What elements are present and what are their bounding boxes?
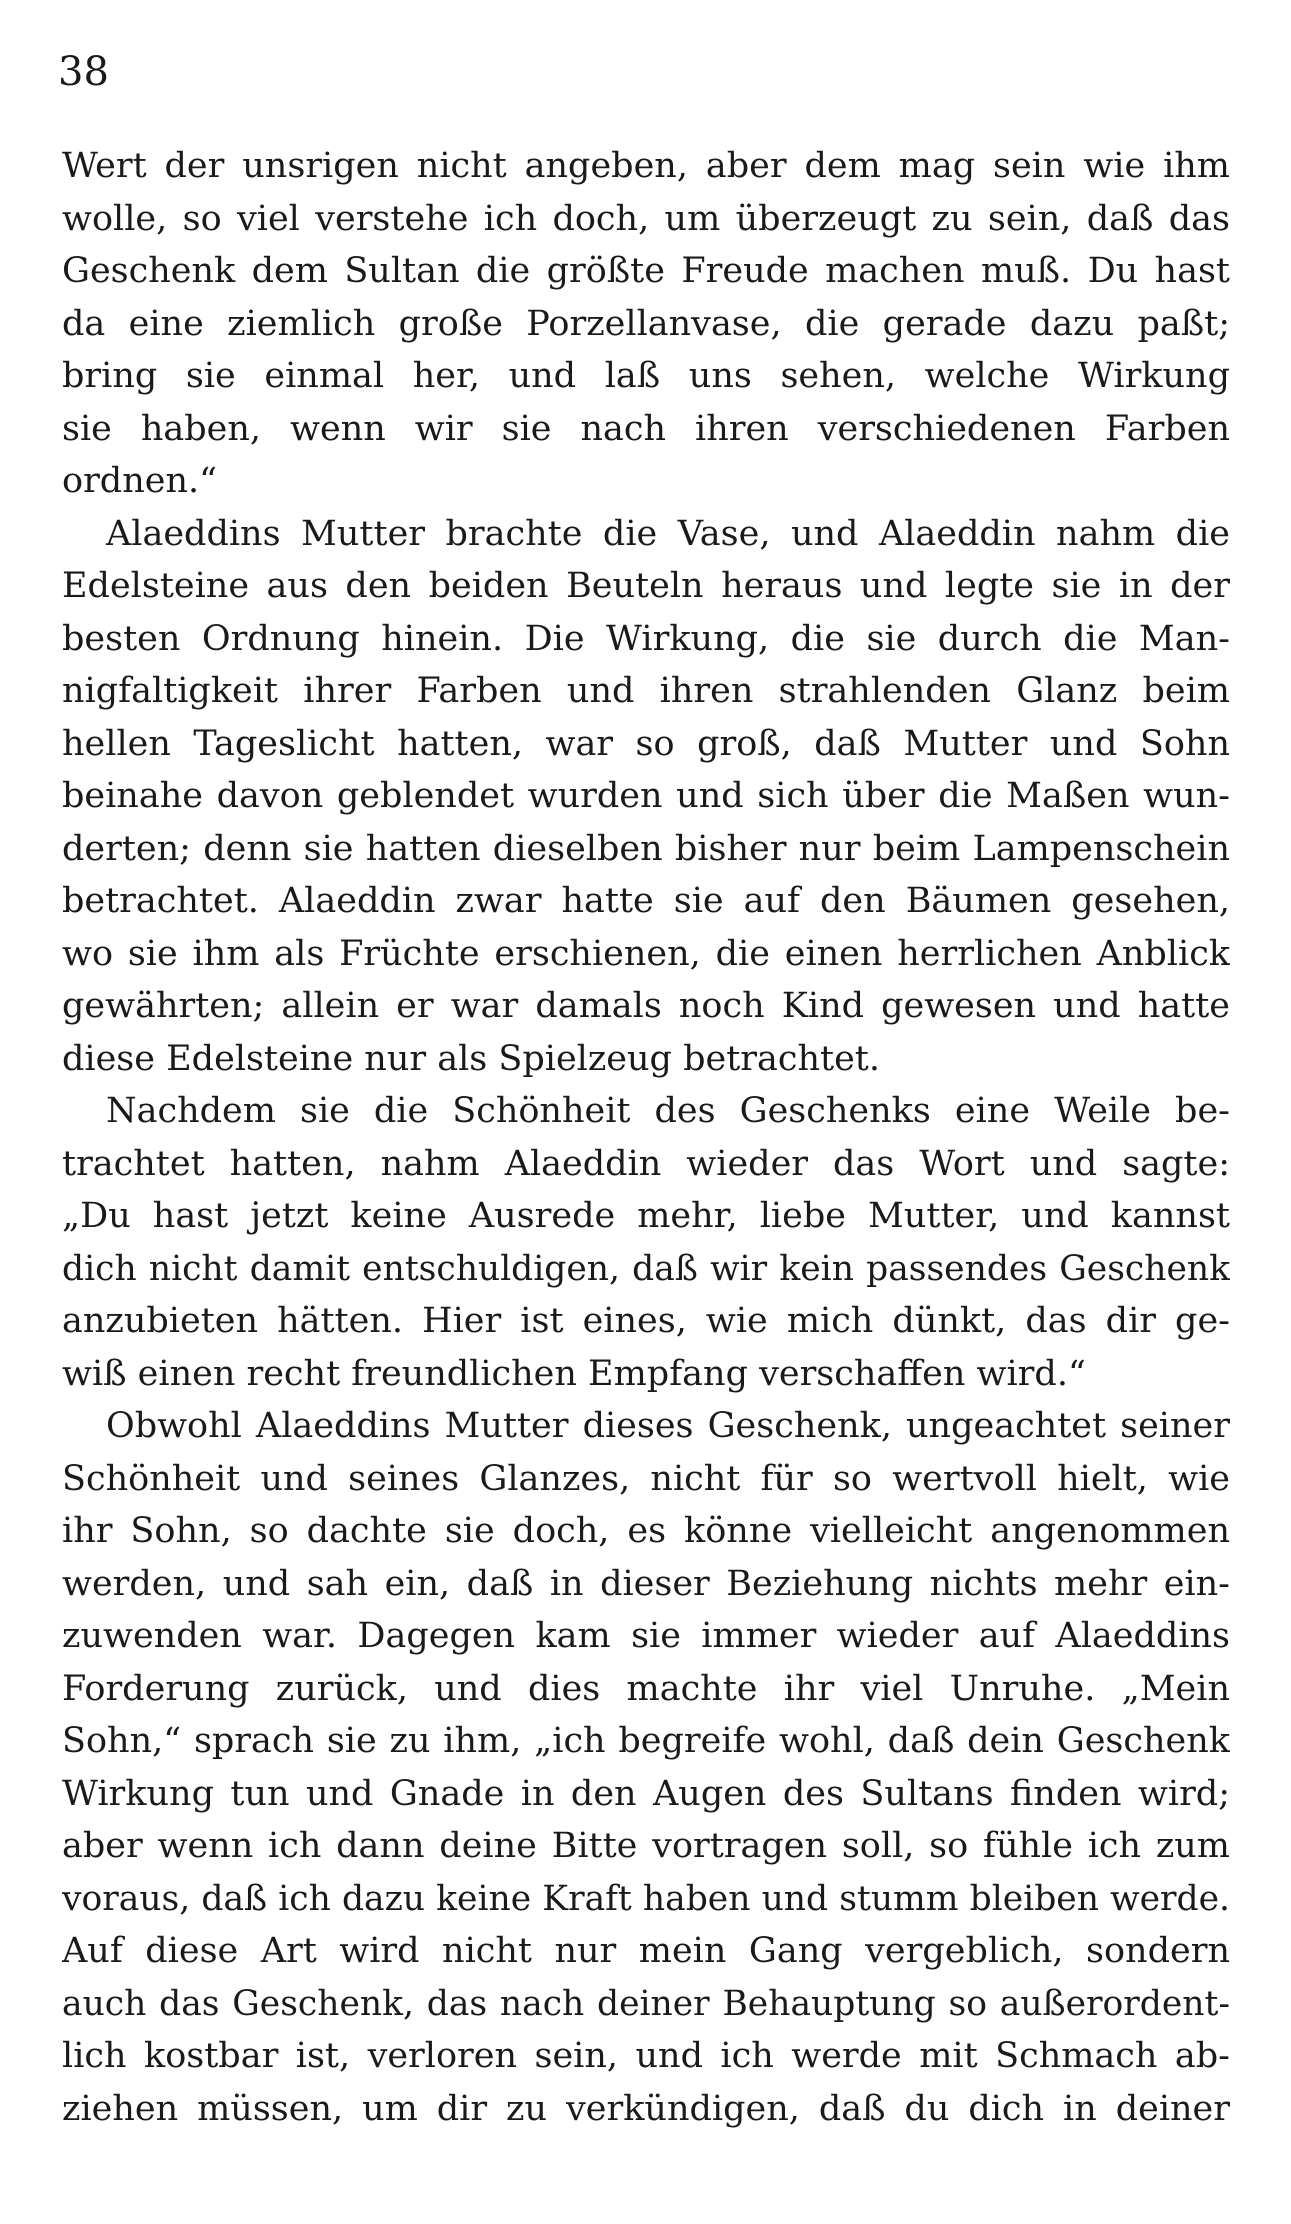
text-line: ziehen müssen, um dir zu verkündigen, daß du dich in deiner xyxy=(62,2088,1230,2129)
text-line: beinahe davon geblendet wurden und sich über die Maßen wun- xyxy=(62,776,1230,816)
text-line: da eine ziemlich große Porzellanvase, die gerade dazu paßt; xyxy=(62,303,1230,344)
text-line: Nachdem sie die Schönheit des Geschenks eine Weile be- xyxy=(106,1091,1230,1131)
body-text xyxy=(62,140,1230,2135)
text-line: Geschenk dem Sultan die größte Freude machen muß. Du hast xyxy=(62,251,1230,291)
text-line: Alaeddins Mutter brachte die Vase, und Alaeddin nahm die xyxy=(106,513,1230,554)
text-line: werden, und sah ein, daß in dieser Beziehung nichts mehr ein- xyxy=(62,1563,1230,1604)
text-line: aber wenn ich dann deine Bitte vortragen soll, so fühle ich zum xyxy=(62,1826,1230,1866)
text-line: Edelsteine aus den beiden Beuteln heraus und legte sie in der xyxy=(62,566,1230,606)
text-line: ordnen.“ xyxy=(62,461,218,501)
text-line: Forderung zurück, und dies machte ihr viel Unruhe. „Mein xyxy=(62,1668,1230,1709)
text-line: hellen Tageslicht hatten, war so groß, daß Mutter und Sohn xyxy=(62,723,1230,764)
text-line: bring sie einmal her, und laß uns sehen, welche Wirkung xyxy=(62,356,1230,396)
text-line: voraus, daß ich dazu keine Kraft haben und stumm bleiben werde. xyxy=(62,1878,1230,1919)
text-line: wiß einen recht freundlichen Empfang verschaffen wird.“ xyxy=(62,1353,1086,1394)
text-line: sie haben, wenn wir sie nach ihren verschiedenen Farben xyxy=(62,408,1230,449)
text-line: Wert der unsrigen nicht angeben, aber dem mag sein wie ihm xyxy=(62,146,1230,186)
text-line: Schönheit und seines Glanzes, nicht für so wertvoll hielt, wie xyxy=(62,1458,1230,1499)
text-line: wo sie ihm als Früchte erschienen, die einen herrlichen Anblick xyxy=(62,933,1230,974)
text-line: lich kostbar ist, verloren sein, und ich werde mit Schmach ab- xyxy=(62,2036,1230,2076)
text-line: wolle, so viel verstehe ich doch, um überzeugt zu sein, daß das xyxy=(62,198,1230,239)
text-line: Auf diese Art wird nicht nur mein Gang vergeblich, sondern xyxy=(62,1931,1230,1971)
page-number: 38 xyxy=(58,49,109,95)
text-line: nigfaltigkeit ihrer Farben und ihren strahlenden Glanz beim xyxy=(62,671,1230,711)
text-line: dich nicht damit entschuldigen, daß wir kein passendes Geschenk xyxy=(62,1248,1230,1289)
text-line: besten Ordnung hinein. Die Wirkung, die sie durch die Man- xyxy=(62,618,1230,659)
text-line: derten; denn sie hatten dieselben bisher nur beim Lampenschein xyxy=(62,828,1230,869)
text-line: anzubieten hätten. Hier ist eines, wie mich dünkt, das dir ge- xyxy=(62,1301,1230,1341)
text-line: zuwenden war. Dagegen kam sie immer wieder auf Alaeddins xyxy=(62,1616,1230,1656)
text-line: trachtet hatten, nahm Alaeddin wieder das Wort und sagte: xyxy=(62,1143,1230,1184)
text-line: „Du hast jetzt keine Ausrede mehr, liebe Mutter, und kannst xyxy=(62,1196,1230,1236)
text-line: diese Edelsteine nur als Spielzeug betrachtet. xyxy=(62,1038,880,1079)
text-line: Sohn,“ sprach sie zu ihm, „ich begreife wohl, daß dein Geschenk xyxy=(62,1721,1230,1761)
text-line: gewährten; allein er war damals noch Kind gewesen und hatte xyxy=(62,986,1230,1026)
text-line: Wirkung tun und Gnade in den Augen des Sultans finden wird; xyxy=(62,1773,1230,1814)
text-line: ihr Sohn, so dachte sie doch, es könne vielleicht angenommen xyxy=(62,1511,1230,1551)
text-line: Obwohl Alaeddins Mutter dieses Geschenk, ungeachtet seiner xyxy=(106,1406,1230,1446)
text-line: auch das Geschenk, das nach deiner Behauptung so außerordent- xyxy=(62,1983,1230,2024)
text-line: betrachtet. Alaeddin zwar hatte sie auf den Bäumen gesehen, xyxy=(62,881,1230,921)
